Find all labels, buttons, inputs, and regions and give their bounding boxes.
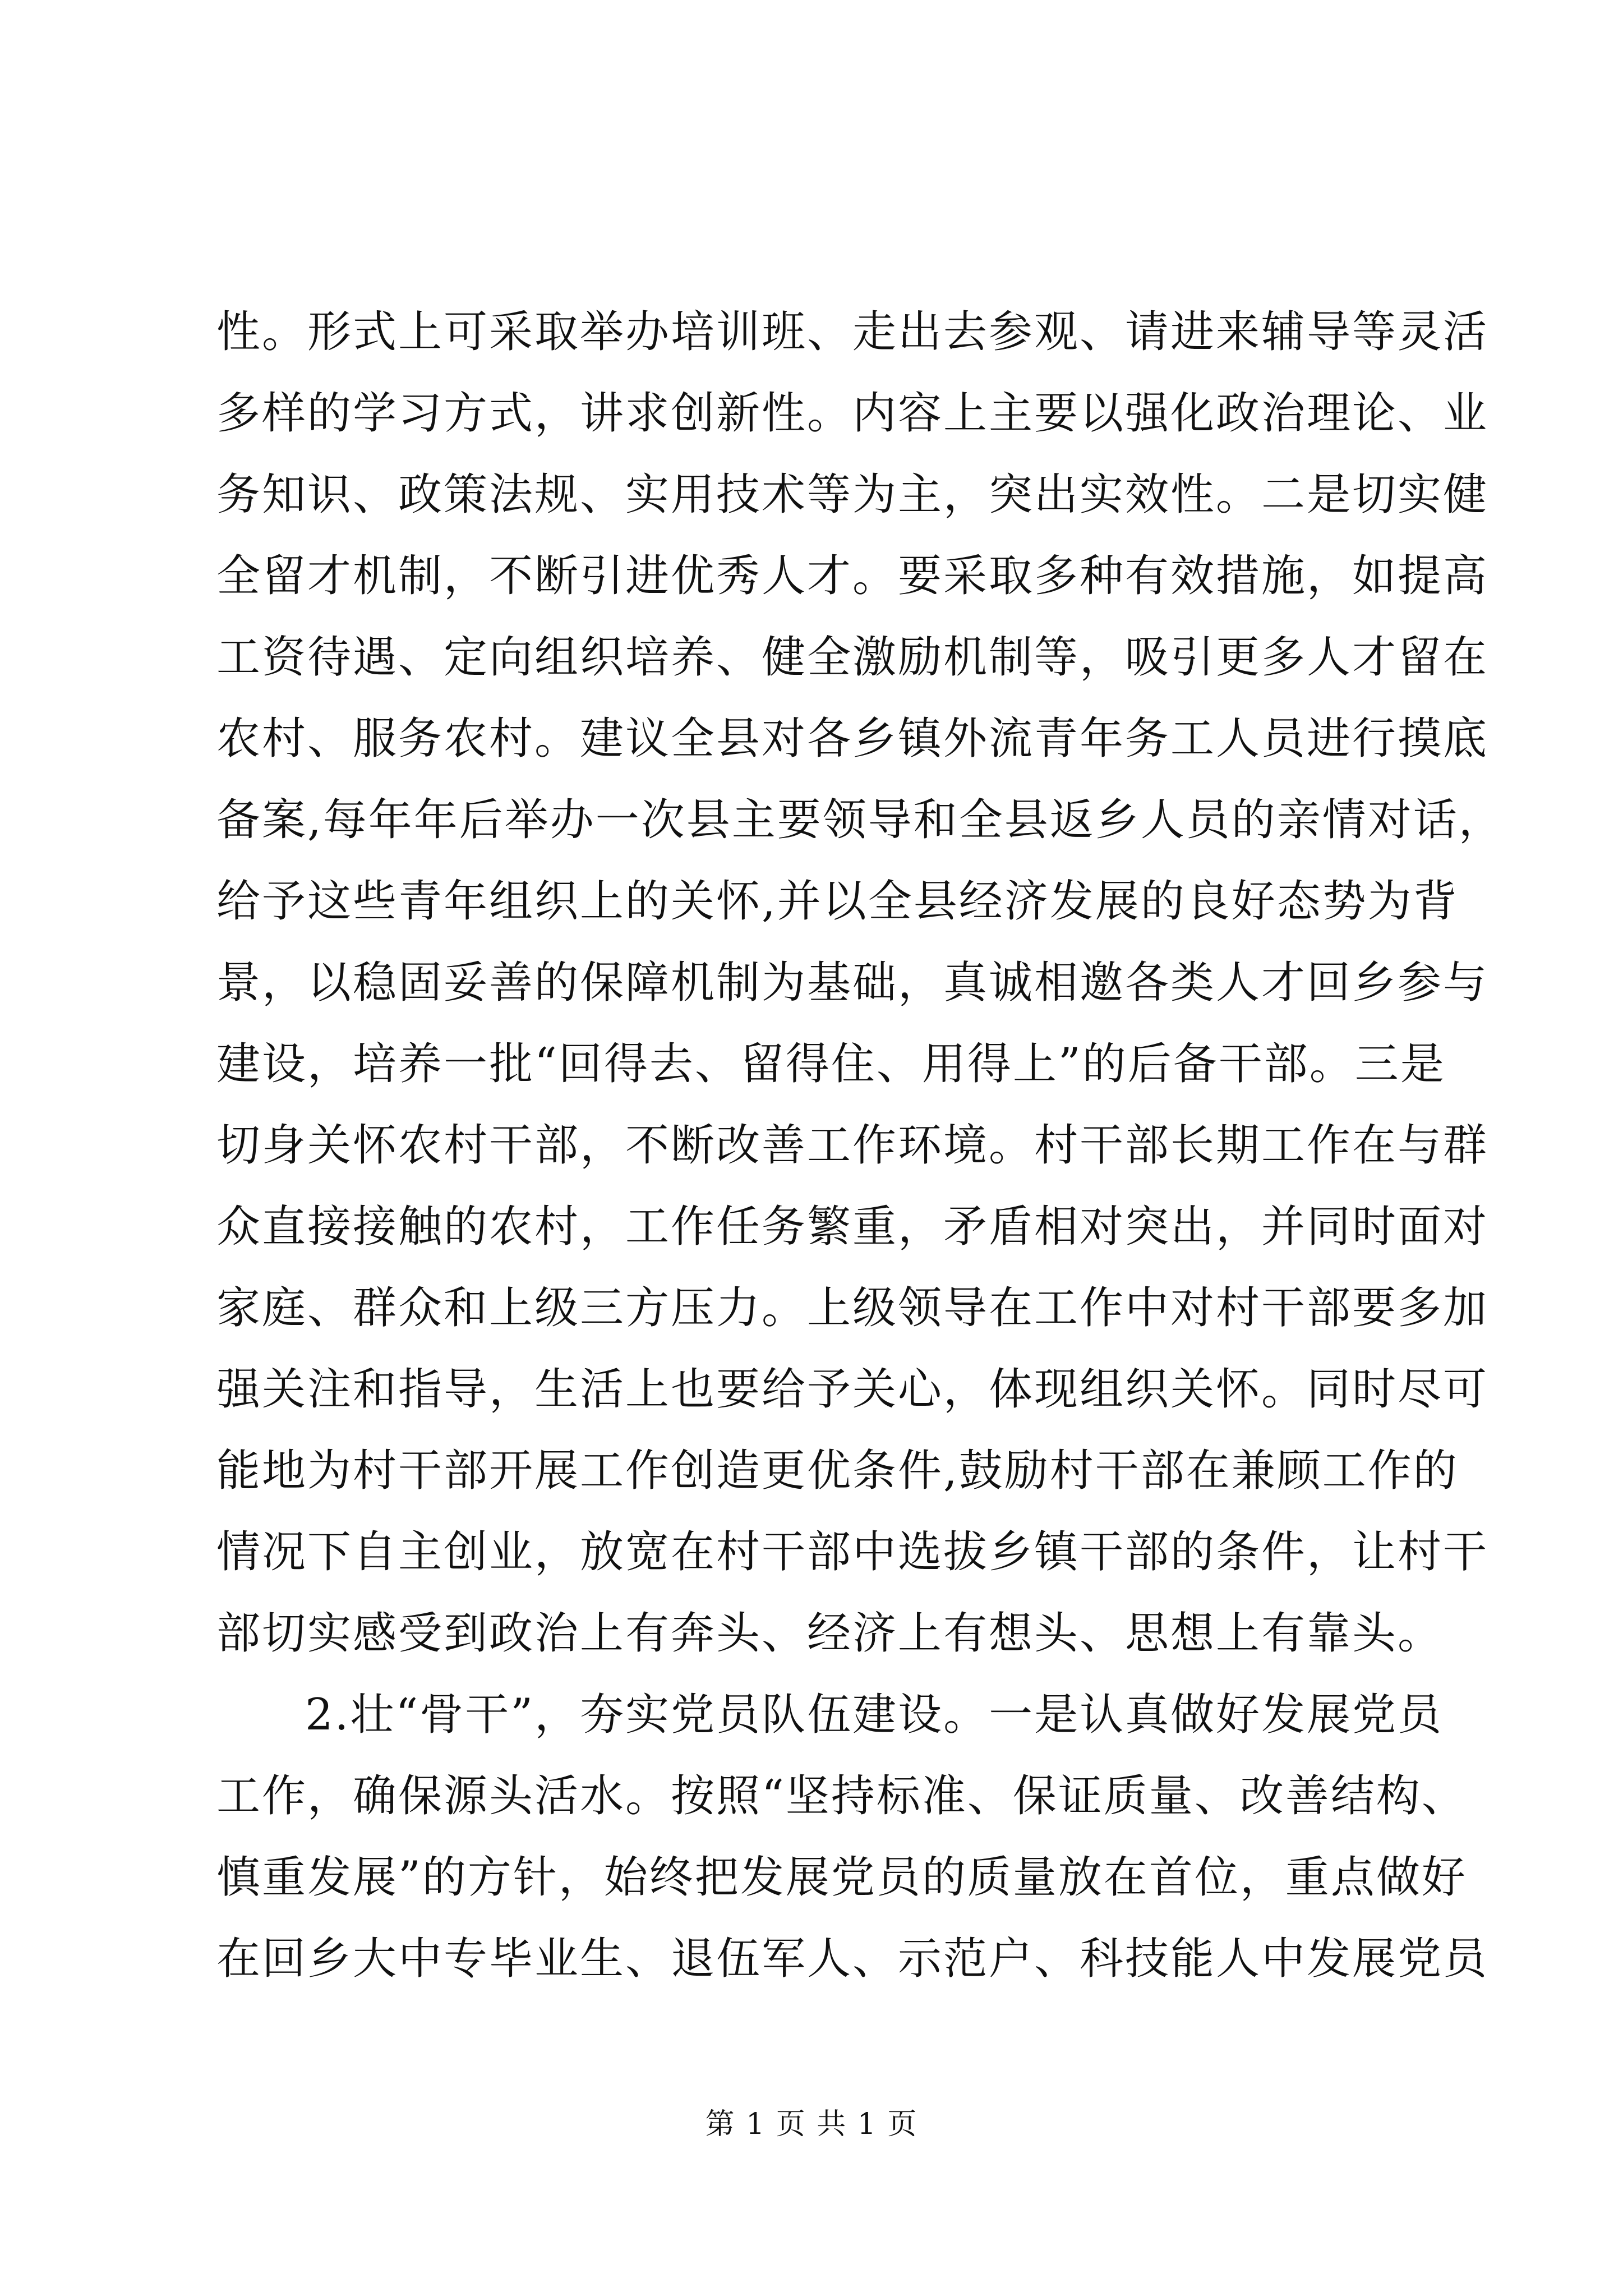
text-line: 备案,每年年后举办一次县主要领导和全县返乡人员的亲情对话， <box>216 795 1504 845</box>
text-line: 强关注和指导，生活上也要给予关心，体现组织关怀。同时尽可 <box>216 1364 1489 1415</box>
text-line: 切身关怀农村干部，不断改善工作环境。村干部长期工作在与群 <box>216 1120 1489 1171</box>
text-line: 家庭、群众和上级三方压力。上级领导在工作中对村干部要多加 <box>216 1283 1489 1333</box>
text-line: 情况下自主创业，放宽在村干部中选拔乡镇干部的条件，让村干 <box>216 1527 1489 1577</box>
text-line: 在回乡大中专毕业生、退伍军人、示范户、科技能人中发展党员 <box>216 1934 1489 1984</box>
text-line: 2.壮“骨干”，夯实党员队伍建设。一是认真做好发展党员 <box>305 1690 1444 1740</box>
text-line: 景，以稳固妥善的保障机制为基础，真诚相邀各类人才回乡参与 <box>216 958 1489 1008</box>
text-line: 部切实感受到政治上有奔头、经济上有想头、思想上有靠头。 <box>216 1608 1444 1659</box>
text-line: 众直接接触的农村，工作任务繁重，矛盾相对突出，并同时面对 <box>216 1202 1489 1252</box>
text-line: 能地为村干部开展工作创造更优条件,鼓励村干部在兼顾工作的 <box>216 1446 1459 1496</box>
text-line: 建设，培养一批“回得去、留得住、用得上”的后备干部。三是 <box>216 1039 1446 1089</box>
text-line: 多样的学习方式，讲求创新性。内容上主要以强化政治理论、业 <box>216 388 1489 439</box>
text-line: 慎重发展”的方针，始终把发展党员的质量放在首位，重点做好 <box>216 1852 1467 1903</box>
text-line: 给予这些青年组织上的关怀,并以全县经济发展的良好态势为背 <box>216 876 1459 927</box>
text-line: 务知识、政策法规、实用技术等为主，突出实效性。二是切实健 <box>216 470 1489 520</box>
page-footer: 第 1 页 共 1 页 <box>705 2108 918 2141</box>
text-line: 工资待遇、定向组织培养、健全激励机制等，吸引更多人才留在 <box>216 632 1489 683</box>
body-text <box>216 292 1504 2000</box>
text-line: 性。形式上可采取举办培训班、走出去参观、请进来辅导等灵活 <box>216 307 1489 357</box>
text-line: 工作，确保源头活水。按照“坚持标准、保证质量、改善结构、 <box>216 1771 1467 1821</box>
text-line: 全留才机制，不断引进优秀人才。要采取多种有效措施，如提高 <box>216 551 1489 601</box>
text-line: 农村、服务农村。建议全县对各乡镇外流青年务工人员进行摸底 <box>216 714 1489 764</box>
